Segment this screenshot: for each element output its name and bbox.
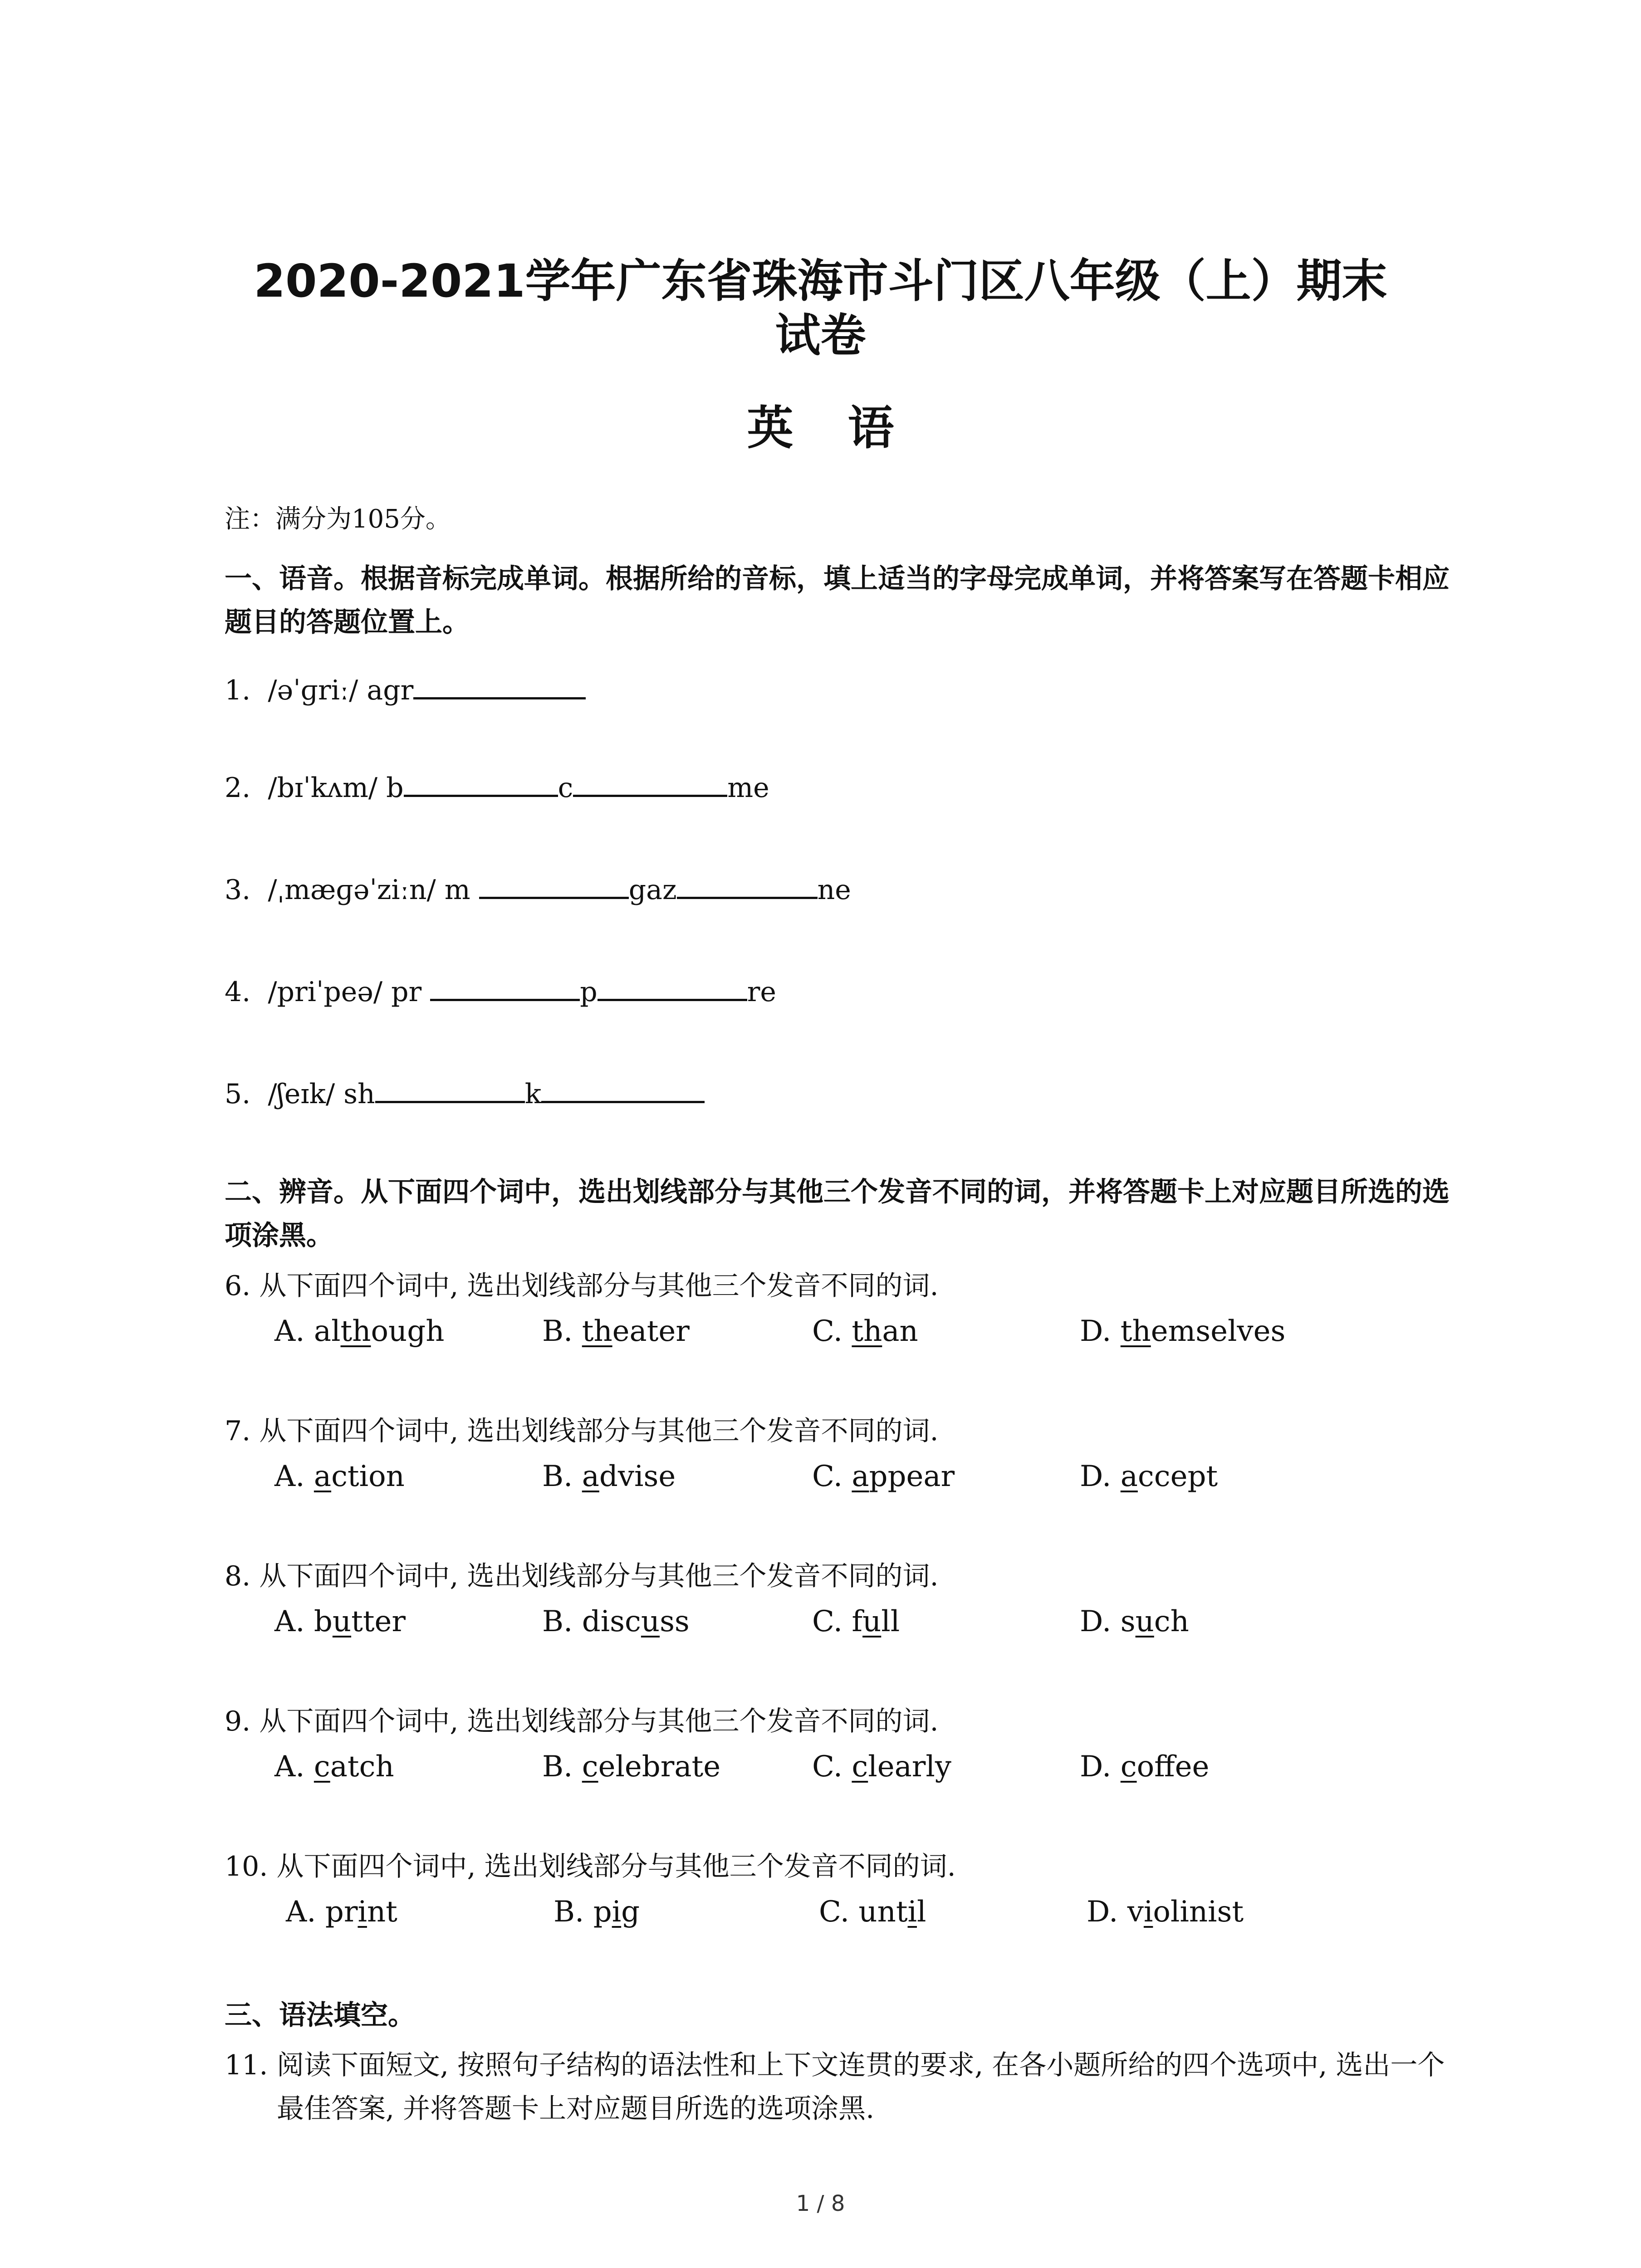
question-number: 3. (225, 874, 251, 906)
word-part: ll (881, 1605, 900, 1638)
section3-heading: 三、语法填空。 (225, 1999, 415, 2031)
option-d[interactable] (1080, 1603, 1189, 1640)
underlined-letters: a (852, 1460, 869, 1493)
option-a[interactable] (274, 1603, 406, 1640)
option-label: D. (1080, 1750, 1112, 1784)
answer-blank[interactable] (404, 767, 558, 797)
underlined-letters: a (1120, 1460, 1138, 1493)
option-label: A. (274, 1460, 305, 1493)
question-stem-text: 从下面四个词中, 选出划线部分与其他三个发音不同的词. (276, 1851, 956, 1882)
answer-blank[interactable] (541, 1073, 705, 1103)
underlined-letters: u (332, 1605, 352, 1638)
phonetic-question-3 (225, 869, 851, 908)
option-label: B. (542, 1750, 573, 1784)
question-stem (225, 1413, 939, 1449)
word-part: ch (1154, 1605, 1189, 1638)
exam-title-line1: 2020-2021学年广东省珠海市斗门区八年级（上）期末 (254, 254, 1387, 308)
option-a[interactable] (286, 1894, 397, 1930)
option-label: B. (542, 1605, 573, 1638)
word-part: v (1127, 1895, 1144, 1929)
word-part: elebrate (598, 1750, 721, 1784)
option-label: A. (274, 1750, 305, 1784)
word-part: learly (868, 1750, 951, 1784)
word-part: ough (371, 1315, 445, 1348)
question-number: 9. (225, 1706, 251, 1737)
word-part: ction (331, 1460, 405, 1493)
option-d[interactable] (1080, 1313, 1285, 1349)
option-label: C. (812, 1750, 843, 1784)
word-part: s (1120, 1605, 1136, 1638)
underlined-letters: c (582, 1750, 598, 1784)
question-number: 7. (225, 1415, 251, 1447)
option-label: D. (1080, 1315, 1112, 1348)
underlined-letters: a (582, 1460, 599, 1493)
word-part: m (444, 874, 470, 906)
word-part: nt (367, 1895, 397, 1929)
option-b[interactable] (542, 1603, 690, 1640)
section1-heading: 一、语音。根据音标完成单词。根据所给的音标，填上适当的字母完成单词，并将答案写在答题卡相应题目的答题位置上。 (225, 563, 1450, 638)
word-part: atch (330, 1750, 394, 1784)
word-part: sh (343, 1078, 375, 1110)
option-label: D. (1087, 1895, 1118, 1929)
question-number: 2. (225, 772, 251, 804)
word-part: ss (660, 1605, 690, 1638)
word-part: pr (325, 1895, 358, 1929)
option-b[interactable] (542, 1313, 690, 1349)
option-b[interactable] (542, 1458, 676, 1495)
option-d[interactable] (1080, 1749, 1209, 1785)
word-part: dvise (599, 1460, 676, 1493)
word-part: disc (582, 1605, 641, 1638)
answer-blank[interactable] (598, 971, 747, 1001)
phonetic-symbol: /əˈɡriː/ (268, 675, 358, 706)
word-part: c (558, 772, 573, 804)
word-part: pr (391, 976, 422, 1008)
question-stem-text: 从下面四个词中, 选出划线部分与其他三个发音不同的词. (259, 1560, 939, 1592)
question-stem (225, 1848, 956, 1885)
phonetic-question-5 (225, 1073, 705, 1112)
phonetic-question-4 (225, 971, 776, 1010)
word-part: p (580, 976, 598, 1008)
option-b[interactable] (542, 1749, 720, 1785)
option-label: A. (274, 1605, 305, 1638)
option-label: C. (812, 1460, 843, 1493)
option-d[interactable] (1087, 1894, 1244, 1930)
word-part: al (314, 1315, 341, 1348)
question-number: 4. (225, 976, 251, 1008)
underlined-letters: u (641, 1605, 660, 1638)
option-c[interactable] (812, 1603, 900, 1640)
option-label: D. (1080, 1605, 1112, 1638)
question-number: 11. (225, 2049, 268, 2081)
underlined-letters: i (358, 1895, 367, 1929)
word-part: f (852, 1605, 863, 1638)
underlined-letters: i (1143, 1895, 1153, 1929)
underlined-letters: th (582, 1315, 612, 1348)
question-number: 8. (225, 1560, 251, 1592)
phonetic-symbol: /bɪˈkʌm/ (268, 772, 378, 804)
underlined-letters: c (1120, 1750, 1137, 1784)
subject-char: 英 (747, 401, 794, 455)
underlined-letters: u (862, 1605, 882, 1638)
underlined-letters: c (314, 1750, 330, 1784)
word-part: me (727, 772, 769, 804)
question-number: 5. (225, 1078, 251, 1110)
underlined-letters: i (612, 1895, 622, 1929)
option-b[interactable] (554, 1894, 640, 1930)
phonetic-question-2 (225, 767, 769, 806)
phonetic-symbol: /ʃeɪk/ (268, 1078, 335, 1110)
word-part: tter (351, 1605, 406, 1638)
word-part: b (386, 772, 404, 804)
underlined-letters: u (1135, 1605, 1154, 1638)
question-number: 6. (225, 1270, 251, 1302)
word-part: agr (367, 675, 414, 706)
word-part: b (314, 1605, 333, 1638)
section2-heading: 二、辨音。从下面四个词中，选出划线部分与其他三个发音不同的词，并将答题卡上对应题目所选的选项涂黑。 (225, 1176, 1450, 1251)
answer-blank[interactable] (430, 971, 580, 1001)
option-c[interactable] (819, 1894, 926, 1930)
word-part: unt (858, 1895, 908, 1929)
word-part: eater (612, 1315, 690, 1348)
phonetic-symbol: /priˈpeə/ (268, 976, 383, 1008)
underlined-letters: th (340, 1315, 371, 1348)
option-c[interactable] (812, 1749, 951, 1785)
phonetic-question-1 (225, 669, 586, 709)
question-stem-text: 从下面四个词中, 选出划线部分与其他三个发音不同的词. (259, 1270, 939, 1302)
option-label: B. (542, 1315, 573, 1348)
answer-blank[interactable] (677, 869, 818, 899)
option-label: B. (542, 1460, 573, 1493)
underlined-letters: th (1120, 1315, 1151, 1348)
underlined-letters: th (852, 1315, 882, 1348)
question-11 (225, 2043, 1450, 2131)
word-part: p (593, 1895, 612, 1929)
word-part: an (882, 1315, 918, 1348)
word-part: gaz (628, 874, 677, 906)
option-label: D. (1080, 1460, 1112, 1493)
answer-blank[interactable] (479, 869, 629, 899)
exam-title-line2: 试卷 (775, 309, 866, 362)
word-part: olinist (1153, 1895, 1244, 1929)
option-c[interactable] (812, 1313, 918, 1349)
option-d[interactable] (1080, 1458, 1218, 1495)
underlined-letters: a (314, 1460, 332, 1493)
word-part: emselves (1151, 1315, 1286, 1348)
question-number: 10. (225, 1851, 268, 1882)
question-stem (225, 1268, 939, 1304)
word-part: ppear (869, 1460, 955, 1493)
phonetic-symbol: /ˌmæɡəˈziːn/ (268, 874, 436, 906)
word-part: k (524, 1078, 542, 1110)
question-stem-text: 从下面四个词中, 选出划线部分与其他三个发音不同的词. (259, 1706, 939, 1737)
question-stem-text: 从下面四个词中, 选出划线部分与其他三个发音不同的词. (259, 1415, 939, 1447)
option-label: C. (812, 1605, 843, 1638)
option-c[interactable] (812, 1458, 955, 1495)
word-part: ccept (1137, 1460, 1218, 1493)
option-label: C. (819, 1895, 850, 1929)
word-part: l (917, 1895, 926, 1929)
question-11-text: 阅读下面短文, 按照句子结构的语法性和上下文连贯的要求, 在各小题所给的四个选项中, 选出一个最佳答案, 并将答题卡上对应题目所选的选项涂黑. (277, 2049, 1445, 2125)
word-part: offee (1136, 1750, 1210, 1784)
subject-heading (0, 399, 1641, 458)
option-label: A. (274, 1315, 305, 1348)
option-a[interactable] (274, 1458, 405, 1495)
question-stem (225, 1558, 939, 1594)
answer-blank[interactable] (375, 1073, 525, 1103)
score-note: 注：满分为105分。 (225, 504, 451, 534)
page-number: 1 / 8 (796, 2191, 845, 2216)
answer-blank[interactable] (573, 767, 727, 797)
option-label: B. (554, 1895, 584, 1929)
word-part: ne (817, 874, 851, 906)
option-label: C. (812, 1315, 843, 1348)
word-part: g (621, 1895, 640, 1929)
option-label: A. (286, 1895, 316, 1929)
underlined-letters: i (907, 1895, 917, 1929)
underlined-letters: c (852, 1750, 868, 1784)
option-a[interactable] (274, 1313, 444, 1349)
word-part: re (747, 976, 776, 1008)
answer-blank[interactable] (413, 669, 586, 699)
option-a[interactable] (274, 1749, 394, 1785)
subject-char: 语 (847, 401, 894, 455)
question-stem (225, 1703, 939, 1740)
question-number: 1. (225, 675, 251, 706)
